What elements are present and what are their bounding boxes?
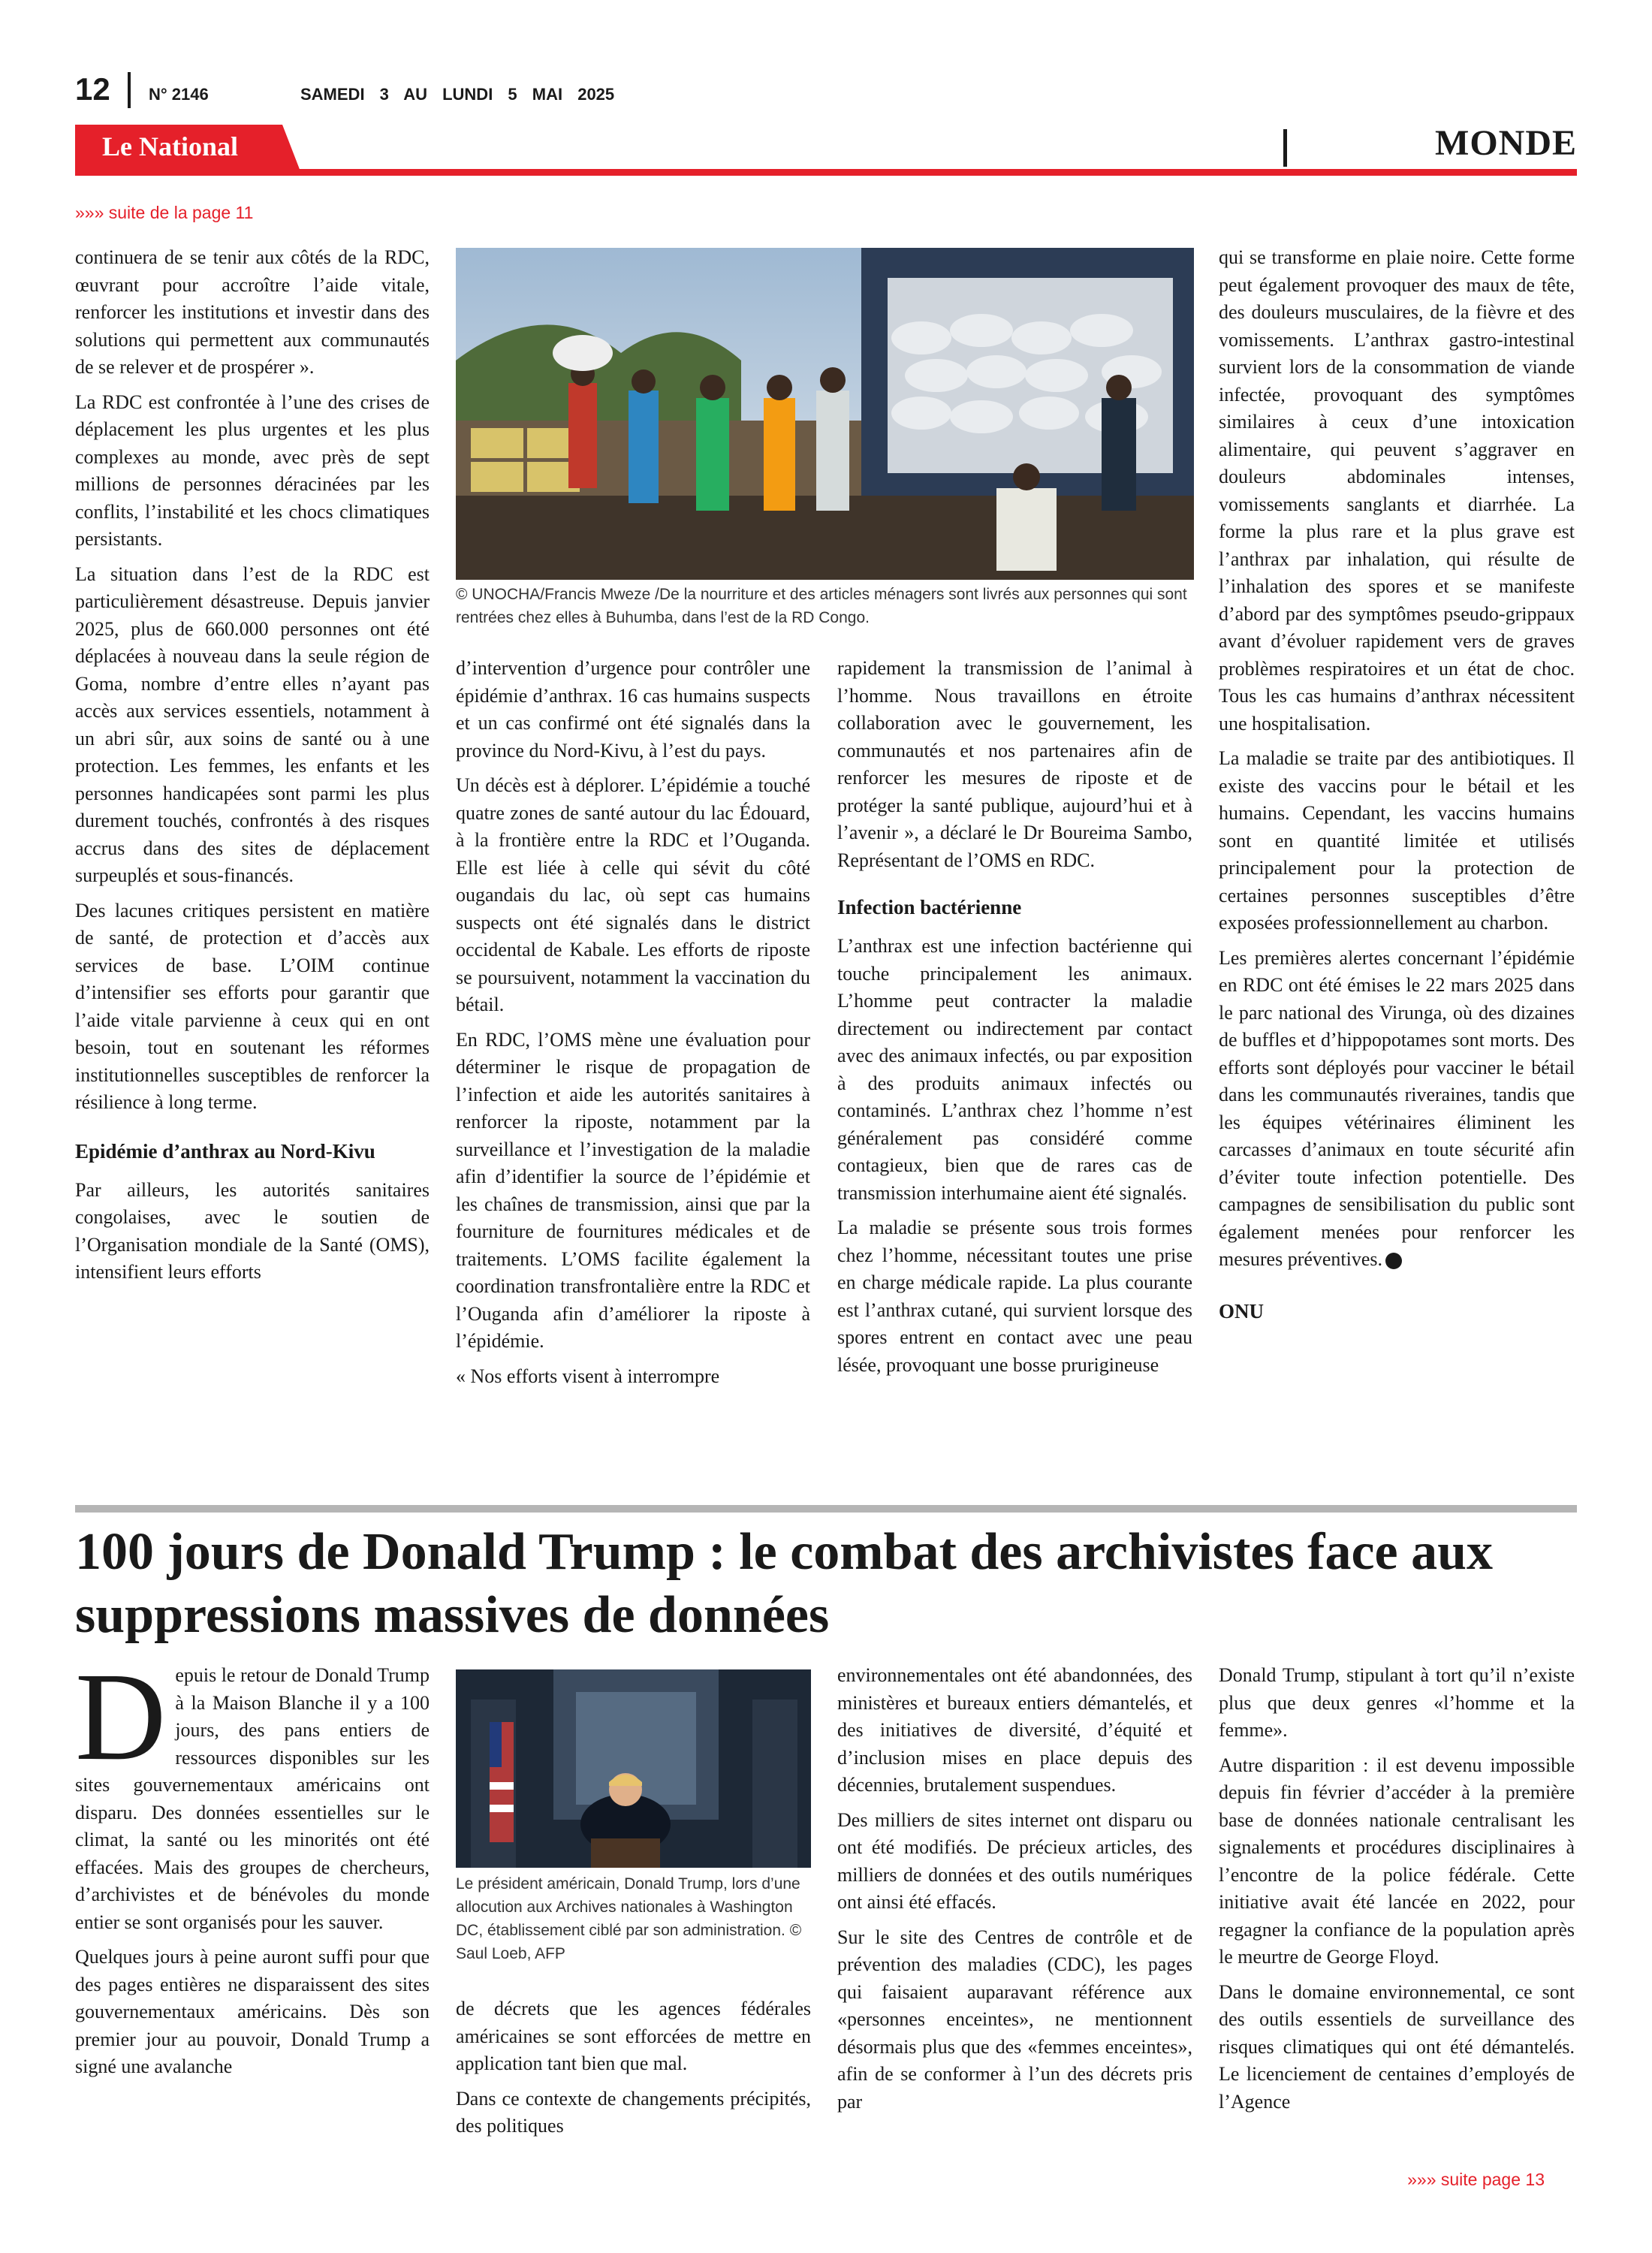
paragraph: La RDC est confrontée à l’une des crises de déplacement les plus urgentes et les plus complexes au monde, avec près de sept millions de personnes déracinées par les conflits, l’instabilité et les chocs climatiques persistants. <box>75 391 430 550</box>
article2-column2 <box>456 1995 811 2148</box>
photo-caption: © UNOCHA/Francis Mweze /De la nourriture et des articles ménagers sont livrés aux personnes qui sont rentrées chez elles à Buhumba, dans l’est de la RD Congo. <box>456 586 1187 626</box>
issue-number: N° 2146 <box>149 85 209 104</box>
paragraph <box>1219 945 1575 1274</box>
paragraph: « Nos efforts visent à interrompre <box>456 1365 720 1387</box>
paragraph: Dans le domaine environnemental, ce sont des outils essentiels de surveillance des risques climatiques qui ont été démantelés. Le licenciement de centaines d’employés de l’Agence <box>1219 1980 1575 2113</box>
paragraph: En RDC, l’OMS mène une évaluation pour déterminer le risque de propagation de l’infection et aide les autorités sanitaires à renforcer la riposte, notamment par la surveillance et l’investigation de la maladie afin d’identifier la source de l’épidémie et les chaînes de transmission, ainsi que par la fourniture de fournitures médicales et de traitements. L’OMS facilite également la coordination transfrontalière entre la RDC et l’Ouganda afin d’améliorer la riposte à l’épidémie. <box>456 1028 810 1352</box>
trump-speech-photo <box>456 1669 811 1868</box>
article1-column3 <box>837 655 1192 1386</box>
article-signature: ONU <box>1219 1299 1264 1323</box>
paragraph: Des milliers de sites internet ont disparu ou ont été modifiés. De précieux articles, des milliers de données et des outils numériques ont ainsi été effacés. <box>837 1808 1192 1913</box>
photo-illustration <box>456 248 1194 580</box>
paragraph: Donald Trump, stipulant à tort qu’il n’existe plus que deux genres «l’homme et la femme». <box>1219 1664 1575 1741</box>
aid-distribution-photo <box>456 248 1194 580</box>
paragraph: d’intervention d’urgence pour contrôler une épidémie d’anthrax. 16 cas humains suspects et un cas confirmé ont été signalés dans la province du Nord-Kivu, à l’est du pays. <box>456 657 810 762</box>
header-rule <box>75 169 1577 176</box>
paragraph-text: Les premières alertes concernant l’épidémie en RDC ont été émises le 22 mars 2025 dans le parc national des Virunga, où des dizaines de buffles et d’hippopotames sont morts. Des efforts sont déployés pour vacciner le bétail dans les communautés riveraines, tandis que les équipes vétérinaires éliminent les carcasses d’animaux en toute sécurité afin d’éviter toute infection potentielle. Des campagnes de sensibilisation du public sont également menées pour renforcer les mesures préventives. <box>1219 946 1575 1270</box>
paragraph: Quelques jours à peine auront suffi pour que des pages entières ne disparaissent des sites gouvernementaux américains. Dès son premier jour au pouvoir, Donald Trump a signé une avalanche <box>75 1946 430 2077</box>
continued-to: »»» suite page 13 <box>1407 2170 1545 2189</box>
brand-logo: Le National <box>102 131 239 161</box>
section-title: MONDE <box>1435 123 1577 163</box>
paragraph: Dans ce contexte de changements précipités, des politiques <box>456 2087 811 2137</box>
paragraph: La situation dans l’est de la RDC est particulièrement désastreuse. Depuis janvier 2025, plus de 660.000 personnes ont été déplacées à nouveau dans la seule région de Goma, nombre d’entre elles n’ayant pas accès aux services essentiels, notamment à un abri sûr, aux soins de santé ou à une protection. Les femmes, les enfants et les personnes handicapées sont parmi les plus durement touchés, confrontés à des risques accrus dans des sites de déplacement surpeuplés et sous-financés. <box>75 562 430 886</box>
paragraph: Un décès est à déplorer. L’épidémie a touché quatre zones de santé autour du lac Édouard, à la frontière entre la RDC et l’Ouganda. Elle est liée à celle qui sévit du côté ougandais du lac, où sept cas humains suspects ont été signalés dans le district occidental de Kabale. Les efforts de riposte se poursuivent, notamment la vaccination du bétail. <box>456 774 810 1015</box>
paragraph: Sur le site des Centres de contrôle et de prévention des maladies (CDC), les pages qui faisaient auparavant référence aux «personnes enceintes», ne mentionnent désormais plus que des «femmes enceintes», afin de se conformer à l’un des décrets pris par <box>837 1926 1192 2113</box>
article2-headline: 100 jours de Donald Trump : le combat des archivistes face aux suppressions massives de données <box>75 1523 1494 1644</box>
paragraph: La maladie se présente sous trois formes chez l’homme, nécessitant toutes une prise en charge médicale rapide. La plus courante est l’anthrax cutané, qui survient lorsque des spores entrent en contact avec une peau lésée, provoquant une bosse prurigineuse <box>837 1217 1192 1376</box>
continued-from: »»» suite de la page 11 <box>75 203 254 222</box>
paragraph: La maladie se traite par des antibiotiques. Il existe des vaccins pour le bétail et les humains. Cependant, les vaccins humains sont en quantité limitée et utilisés principalement pour la protection de certaines personnes susceptibles d’être exposées professionnellement au charbon. <box>1219 747 1575 933</box>
article2-column4 <box>1219 1662 1575 2123</box>
page-number: 12 <box>75 71 110 107</box>
paragraph-text: epuis le retour de Donald Trump à la Maison Blanche il y a 100 jours, des pans entiers de ressources disponibles sur les sites gouvernementaux américains ont disparu. Des données essentielles sur le climat, la santé ou les minorités ont été effacées. Mais des groupes de chercheurs, d’archivistes et de bénévoles du monde entier se sont organisés pour les sauver. <box>75 1664 430 1933</box>
section-divider <box>1283 129 1287 167</box>
photo-illustration <box>456 1669 811 1868</box>
header-divider <box>128 72 131 108</box>
subheading-anthrax: Epidémie d’anthrax au Nord-Kivu <box>75 1139 375 1163</box>
paragraph: qui se transforme en plaie noire. Cette forme peut également provoquer des maux de tête, des douleurs musculaires, de la fièvre et des vomissements. L’anthrax gastro-intestinal survient lors de la consommation de viande infectée, provoquant des symptômes similaires à ceux d’une intoxication alimentaire, qui peuvent s’aggraver en douleurs abdominales intenses, vomissements sanglants et diarrhée. La forme la plus rare et la plus grave est l’anthrax par inhalation, qui résulte de l’inhalation des spores et se manifeste d’abord par des symptômes pseudo-grippaux avant d’évoluer rapidement vers de graves problèmes respiratoires et un état de choc. Tous les cas humains d’anthrax nécessitent une hospitalisation. <box>1219 246 1575 734</box>
drop-cap: D <box>75 1647 167 1787</box>
paragraph: L’anthrax est une infection bactérienne qui touche principalement les animaux. L’homme peut contracter la maladie directement ou indirectement par contact avec des animaux infectés, ou par exposition à des produits animaux infectés ou contaminés. L’anthrax chez l’homme n’est généralement pas considéré comme contagieux, bien que de rares cas de transmission interhumaine aient été signalés. <box>837 935 1192 1204</box>
article2-column3 <box>837 1662 1192 2123</box>
paragraph: Autre disparition : il est devenu impossible depuis fin février d’accéder à la première base de données nationale centralisant les signalements et procédures disciplinaires à l’encontre de la police fédérale. Cette initiative avait été lancée en 2022, pour regagner la confiance de la population après le meurtre de George Floyd. <box>1219 1754 1575 1968</box>
subheading-infection: Infection bactérienne <box>837 896 1022 918</box>
photo-caption: Le président américain, Donald Trump, lors d’une allocution aux Archives nationales à Washington DC, établissement ciblé par son administration. © Saul Loeb, AFP <box>456 1875 802 1962</box>
paragraph: environnementales ont été abandonnées, des ministères et bureaux entiers démantelés, et des initiatives de diversité, d’équité et d’inclusion mises en place depuis des décennies, brutalement suspendues. <box>837 1664 1192 1796</box>
paragraph: de décrets que les agences fédérales américaines se sont efforcées de mettre en application tant bien que mal. <box>456 1998 811 2074</box>
article1-column1 <box>75 244 430 1294</box>
article-divider <box>75 1505 1577 1513</box>
lead-paragraph <box>75 1647 430 1936</box>
issue-date: SAMEDI 3 AU LUNDI 5 MAI 2025 <box>300 85 615 104</box>
paragraph: rapidement la transmission de l’animal à l’homme. Nous travaillons en étroite collaboration avec le gouvernement, les communautés et nos partenaires afin de renforcer les mesures de riposte et de protéger la santé publique, aujourd’hui et à l’avenir », a déclaré le Dr Boureima Sambo, Représentant de l’OMS en RDC. <box>837 657 1192 871</box>
article2-column1 <box>75 1647 430 2089</box>
article1-column4 <box>1219 244 1575 1337</box>
end-of-article-icon <box>1385 1253 1402 1269</box>
paragraph: Par ailleurs, les autorités sanitaires congolaises, avec le soutien de l’Organisation mondiale de la Santé (OMS), intensifient leurs efforts <box>75 1178 430 1283</box>
paragraph: Des lacunes critiques persistent en matière de santé, de protection et d’accès aux services de base. L’OIM continue d’intensifier ses efforts pour garantir que l’aide vitale parvienne à ceux qui en ont besoin, tout en soutenant les réformes institutionnelles susceptibles de renforcer la résilience à long terme. <box>75 899 430 1113</box>
article1-column2 <box>456 655 810 1398</box>
paragraph: continuera de se tenir aux côtés de la RDC, œuvrant pour accroître l’aide vitale, renforcer les institutions et investir dans des solutions qui permettent aux communautés de se relever et de prospérer ». <box>75 246 430 378</box>
